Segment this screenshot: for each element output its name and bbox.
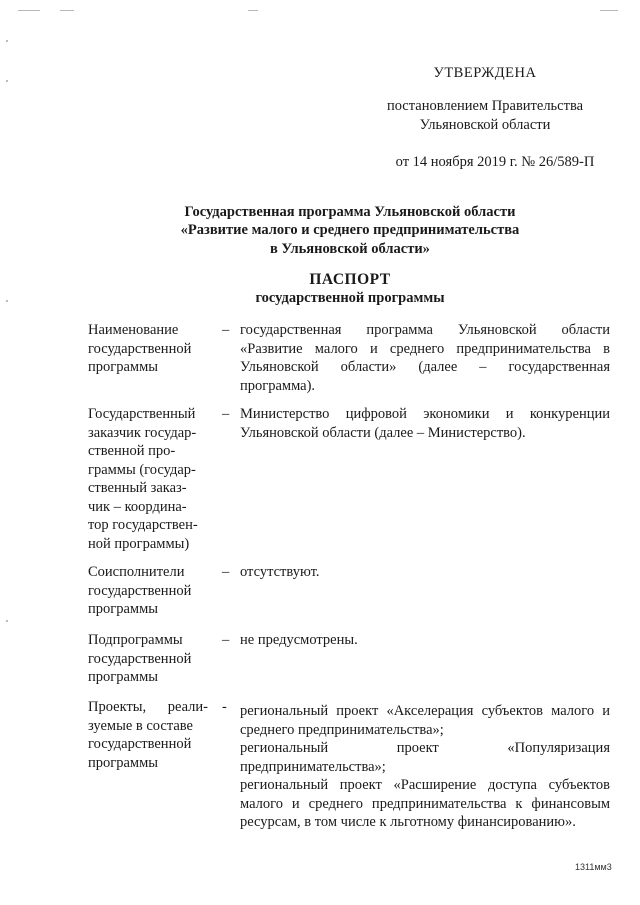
label-line: Соисполнители xyxy=(88,564,185,580)
label-line: зуемые в составе xyxy=(88,717,193,734)
label-line: государственной xyxy=(88,736,192,752)
label-line: государственной xyxy=(88,582,192,599)
row-label xyxy=(88,631,208,687)
row-label xyxy=(88,405,208,553)
row-value xyxy=(240,563,610,582)
scan-artifact xyxy=(600,10,618,11)
document-title-line: в Ульяновской области» xyxy=(270,241,430,257)
document-title-line: Государственная программа Ульяновской области xyxy=(184,204,516,220)
passport-heading: ПАСПОРТ xyxy=(309,271,391,288)
label-line: заказчик государ- xyxy=(88,424,197,441)
row-value xyxy=(240,405,610,442)
label-line: чик – координа- xyxy=(88,498,187,515)
approval-decree-line: постановлением Правительства xyxy=(386,98,584,114)
label-line: Проекты, реали- xyxy=(88,699,208,715)
value-paragraph: региональный проект «Расширение доступа субъектов малого и среднего предпринимательства к финансовым ресурсам, в том числе к льготному финансированию». xyxy=(240,777,610,830)
label-line: тор государствен- xyxy=(88,517,198,533)
document-title-line: «Развитие малого и среднего предпринимательства xyxy=(180,222,520,238)
value-paragraph: не предусмотрены. xyxy=(240,632,358,648)
label-line: программы xyxy=(88,601,158,617)
passport-subheading: государственной программы xyxy=(255,290,445,306)
value-paragraph: Министерство цифровой экономики и конкуренции Ульяновской области (далее – Министерство). xyxy=(240,406,610,441)
label-line: ственной про- xyxy=(88,443,176,459)
row-label xyxy=(88,321,208,377)
label-line: ственный заказ- xyxy=(88,480,187,496)
footer-document-code: 1311мм3 xyxy=(575,862,612,872)
scan-artifact xyxy=(6,620,8,622)
label-line: программы xyxy=(88,359,158,375)
scan-artifact xyxy=(18,10,40,11)
approval-decree-region: Ульяновской области xyxy=(419,117,551,133)
scan-artifact xyxy=(6,80,8,82)
label-line: Государственный xyxy=(88,406,196,422)
row-dash: – xyxy=(222,632,230,648)
value-paragraph: отсутствуют. xyxy=(240,564,320,580)
row-dash: – xyxy=(222,564,230,580)
row-label xyxy=(88,563,208,619)
label-line: государственной xyxy=(88,650,192,667)
label-line: Подпрограммы xyxy=(88,632,183,648)
row-value xyxy=(240,702,610,832)
scan-artifact xyxy=(248,10,258,11)
label-line: программы xyxy=(88,754,158,771)
label-line: государственной xyxy=(88,340,192,357)
value-paragraph: региональный проект «Акселерация субъектов малого и среднего предпринимательства»; xyxy=(240,703,610,738)
label-line: граммы (государ- xyxy=(88,461,196,478)
row-dash: – xyxy=(222,322,230,338)
label-line: программы xyxy=(88,669,158,685)
row-value xyxy=(240,321,610,395)
label-line: ной программы) xyxy=(88,535,190,552)
scan-artifact xyxy=(6,40,8,42)
label-line: Наименование xyxy=(88,322,179,338)
row-dash: – xyxy=(222,406,230,422)
row-dash: - xyxy=(222,699,227,715)
scan-artifact xyxy=(6,300,8,302)
approval-decree-date: от 14 ноября 2019 г. № 26/589-П xyxy=(395,154,595,170)
value-paragraph: государственная программа Ульяновской области «Развитие малого и среднего предпринимательства в Ульяновской области» (далее – государственная программа). xyxy=(240,322,610,394)
row-value xyxy=(240,631,610,650)
scan-artifact xyxy=(60,10,74,11)
value-paragraph: региональный проект «Популяризация предпринимательства»; xyxy=(240,740,610,775)
approval-stamp-title: УТВЕРЖДЕНА xyxy=(433,65,537,81)
row-label xyxy=(88,698,208,772)
